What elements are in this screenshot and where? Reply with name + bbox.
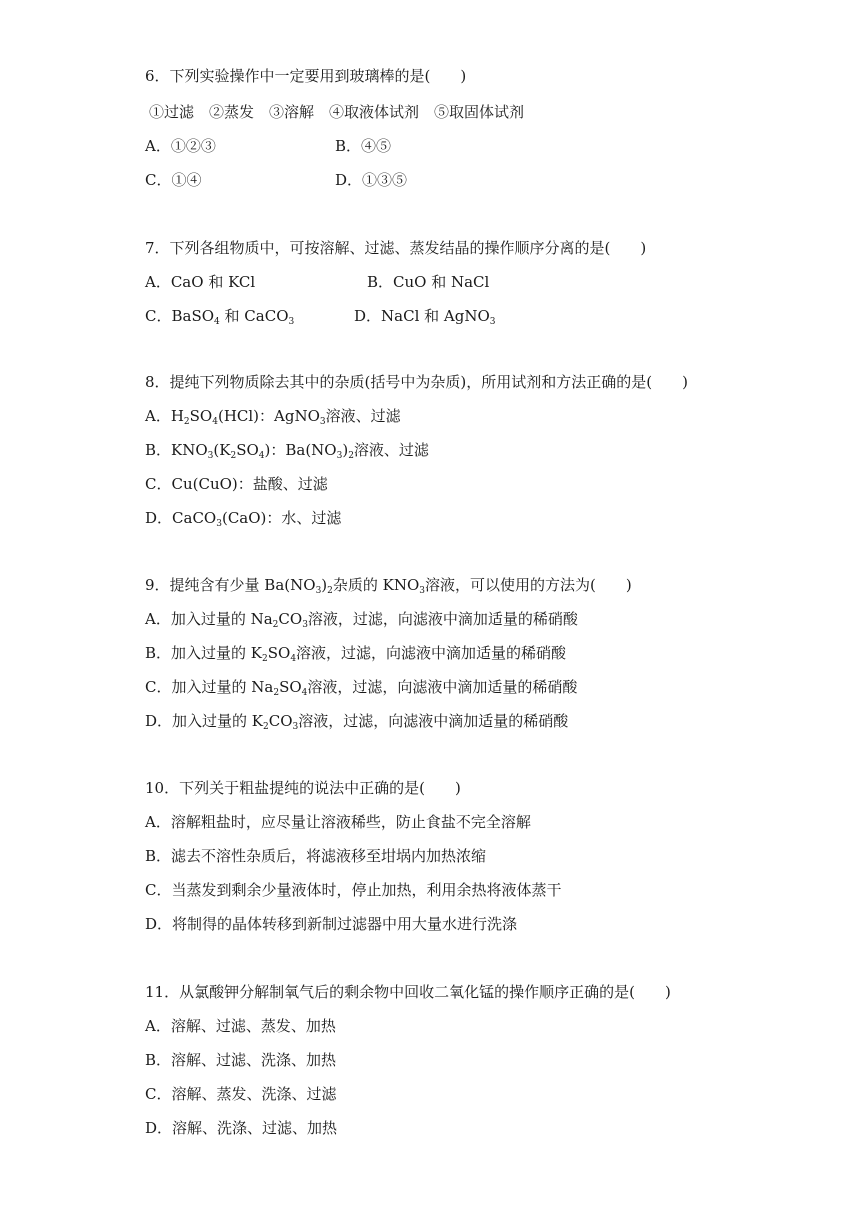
option-c: C．Cu(CuO)：盐酸、过滤 xyxy=(145,475,328,493)
option-a: A．溶解粗盐时，应尽量让溶液稀些，防止食盐不完全溶解 xyxy=(145,813,531,831)
question-items: ①过滤 ②蒸发 ③溶解 ④取液体试剂 ⑤取固体试剂 xyxy=(149,103,525,121)
option-c: C．当蒸发到剩余少量液体时，停止加热，利用余热将液体蒸干 xyxy=(145,881,562,899)
option-b: B．溶解、过滤、洗涤、加热 xyxy=(145,1051,337,1069)
option-a: A．$H_2SO_4(HCl)$：AgNO$_3$溶液、过滤 xyxy=(145,407,401,427)
question-stem: 10．下列关于粗盐提纯的说法中正确的是( ) xyxy=(145,779,461,797)
question-stem: 9．提纯含有少量 $Ba(NO_3)_2$杂质的 $KNO_3$溶液，可以使用的方法为( ) xyxy=(145,576,632,596)
option-a: A．①②③ xyxy=(145,137,216,155)
option-b: B．CuO 和 NaCl xyxy=(367,273,490,291)
option-b: B．④⑤ xyxy=(335,137,392,155)
option-d: D．NaCl 和 AgNO$_3$ xyxy=(354,307,496,327)
option-c: C．加入过量的 $Na_2SO_4$溶液，过滤，向滤液中滴加适量的稀硝酸 xyxy=(145,678,578,698)
option-c: C．溶解、蒸发、洗涤、过滤 xyxy=(145,1085,337,1103)
option-d: D．加入过量的 $K_2CO_3$溶液，过滤，向滤液中滴加适量的稀硝酸 xyxy=(145,712,569,732)
option-d: D．CaCO$_3$(CaO)：水、过滤 xyxy=(145,509,342,529)
question-stem: 8．提纯下列物质除去其中的杂质(括号中为杂质)，所用试剂和方法正确的是( ) xyxy=(145,373,688,391)
option-c: C．①④ xyxy=(145,171,202,189)
option-b: B．加入过量的 $K_2SO_4$溶液，过滤，向滤液中滴加适量的稀硝酸 xyxy=(145,644,567,664)
question-stem: 11．从氯酸钾分解制氧气后的剩余物中回收二氧化锰的操作顺序正确的是( ) xyxy=(145,983,671,1001)
option-d: D．溶解、洗涤、过滤、加热 xyxy=(145,1119,338,1137)
option-a: A．溶解、过滤、蒸发、加热 xyxy=(145,1017,336,1035)
question-stem: 7．下列各组物质中，可按溶解、过滤、蒸发结晶的操作顺序分离的是( ) xyxy=(145,239,647,257)
question-stem: 6．下列实验操作中一定要用到玻璃棒的是( ) xyxy=(145,67,467,85)
option-c: C．BaSO$_4$ 和 CaCO$_3$ xyxy=(145,307,295,327)
option-a: A．CaO 和 KCl xyxy=(145,273,256,291)
option-b: B．滤去不溶性杂质后，将滤液移至坩埚内加热浓缩 xyxy=(145,847,487,865)
option-b: B．$KNO_3(K_2SO_4)$：$Ba(NO_3)_2$溶液、过滤 xyxy=(145,441,429,461)
option-a: A．加入过量的 $Na_2CO_3$溶液，过滤，向滤液中滴加适量的稀硝酸 xyxy=(145,610,578,630)
option-d: D．①③⑤ xyxy=(335,171,408,189)
option-d: D．将制得的晶体转移到新制过滤器中用大量水进行洗涤 xyxy=(145,915,518,933)
